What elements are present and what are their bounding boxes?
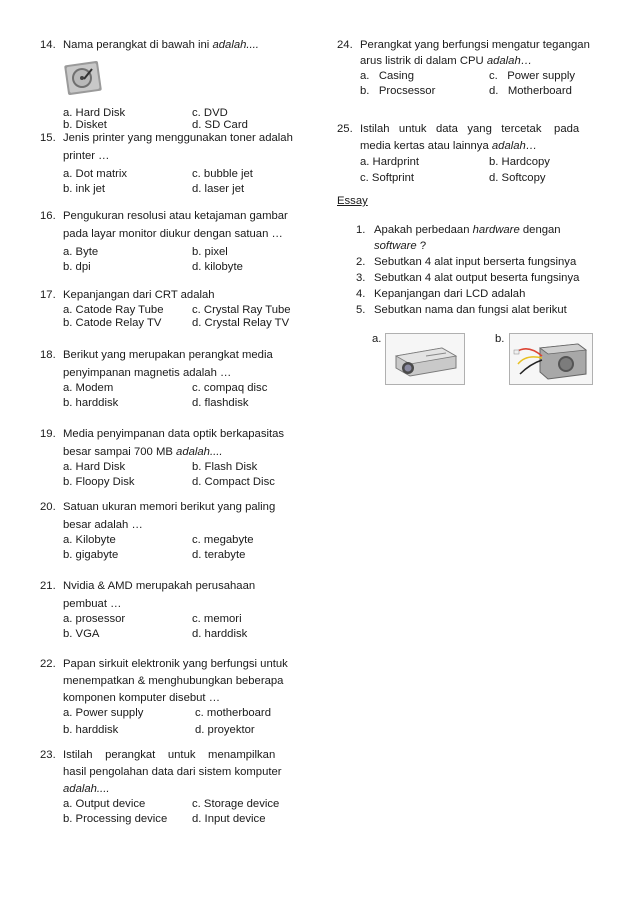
question-number: 16. — [40, 210, 56, 222]
question-text: penyimpanan magnetis adalah … — [63, 367, 232, 379]
option-c[interactable]: c. Crystal Ray Tube — [192, 304, 291, 316]
question-text: printer … — [63, 150, 110, 162]
option-c[interactable]: b. Flash Disk — [192, 461, 258, 473]
hard-disk-image — [62, 57, 104, 99]
question-text: Nama perangkat di bawah ini adalah.... — [63, 39, 259, 51]
power-supply-image — [509, 333, 593, 385]
question-text: hasil pengolahan data dari sistem komputer — [63, 766, 282, 778]
question-text: besar sampai 700 MB adalah.... — [63, 446, 223, 458]
option-a[interactable]: a. Modem — [63, 382, 114, 394]
essay-text: Apakah perbedaan hardware dengan — [374, 224, 561, 236]
option-c[interactable]: c. compaq disc — [192, 382, 268, 394]
option-b[interactable]: b. dpi — [63, 261, 91, 273]
option-c[interactable]: b. pixel — [192, 246, 228, 258]
question-24 — [337, 38, 607, 99]
option-c[interactable]: c. megabyte — [192, 534, 254, 546]
option-d[interactable]: d. Input device — [192, 813, 266, 825]
option-d[interactable]: d. kilobyte — [192, 261, 243, 273]
option-c[interactable]: b. Hardcopy — [489, 156, 550, 168]
option-c[interactable]: c. bubble jet — [192, 168, 253, 180]
question-number: 18. — [40, 349, 56, 361]
question-text: Istilah untuk data yang tercetak pada — [360, 123, 580, 135]
question-16 — [40, 209, 310, 275]
question-text: pada layar monitor diukur dengan satuan … — [63, 228, 283, 240]
option-d[interactable]: d. Crystal Relay TV — [192, 317, 290, 329]
question-text: Media penyimpanan data optik berkapasitas — [63, 428, 285, 440]
question-text: menempatkan & menghubungkan beberapa — [63, 675, 284, 687]
option-a[interactable]: a. Power supply — [63, 707, 144, 719]
question-20 — [40, 500, 310, 563]
question-number: 21. — [40, 580, 56, 592]
option-a[interactable]: a. Byte — [63, 246, 99, 258]
question-text: pembuat … — [63, 598, 122, 610]
question-number: 19. — [40, 428, 56, 440]
question-text: Nvidia & AMD merupakah perusahaan — [63, 580, 256, 592]
question-21 — [40, 579, 310, 642]
question-14-options — [40, 106, 310, 130]
option-c[interactable]: c. Power supply — [489, 70, 576, 82]
essay-label-b: b. — [495, 333, 505, 345]
question-number: 20. — [40, 501, 56, 513]
essay-number: 5. — [356, 304, 366, 316]
option-d[interactable]: d. proyektor — [195, 724, 255, 736]
option-b[interactable]: b. Processing device — [63, 813, 168, 825]
question-text: arus listrik di dalam CPU adalah… — [360, 55, 533, 67]
option-b[interactable]: b. Floopy Disk — [63, 476, 135, 488]
option-c[interactable]: c. DVD — [192, 107, 228, 119]
question-22 — [40, 657, 310, 738]
question-19 — [40, 427, 310, 490]
option-b[interactable]: b. VGA — [63, 628, 100, 640]
question-14 — [40, 38, 310, 53]
question-number: 15. — [40, 132, 56, 144]
question-text: Berikut yang merupakan perangkat media — [63, 349, 273, 361]
option-a[interactable]: a. Dot matrix — [63, 168, 128, 180]
option-d[interactable]: d. Compact Disc — [192, 476, 275, 488]
essay-number: 2. — [356, 256, 366, 268]
option-b[interactable]: b. gigabyte — [63, 549, 119, 561]
option-b[interactable]: b. harddisk — [63, 724, 119, 736]
essay-text: software ? — [374, 240, 427, 252]
option-b[interactable]: b. Procsessor — [360, 85, 436, 97]
option-a[interactable]: a. Hard Disk — [63, 107, 126, 119]
essay-text: Sebutkan nama dan fungsi alat berikut — [374, 304, 567, 316]
option-b[interactable]: b. Disket — [63, 119, 107, 131]
question-18 — [40, 348, 310, 411]
option-a[interactable]: a. Hard Disk — [63, 461, 126, 473]
question-number: 24. — [337, 39, 353, 51]
essay-text: Sebutkan 4 alat output beserta fungsinya — [374, 272, 580, 284]
question-15 — [40, 131, 310, 197]
question-number: 22. — [40, 658, 56, 670]
essay-heading: Essay — [337, 195, 368, 207]
option-d[interactable]: d. flashdisk — [192, 397, 249, 409]
option-a[interactable]: a. Casing — [360, 70, 415, 82]
question-25 — [337, 122, 607, 186]
essay-number: 3. — [356, 272, 366, 284]
option-d[interactable]: d. SD Card — [192, 119, 248, 131]
option-c[interactable]: c. motherboard — [195, 707, 271, 719]
essay-label-a: a. — [372, 333, 382, 345]
question-text: komponen komputer disebut … — [63, 692, 220, 704]
question-text: adalah.... — [63, 783, 110, 795]
option-d[interactable]: d. harddisk — [192, 628, 248, 640]
question-text: Kepanjangan dari CRT adalah — [63, 289, 215, 301]
question-text: Papan sirkuit elektronik yang berfungsi untuk — [63, 658, 288, 670]
question-text: Satuan ukuran memori berikut yang paling — [63, 501, 276, 513]
question-text: media kertas atau lainnya adalah… — [360, 140, 538, 152]
option-c[interactable]: c. Storage device — [192, 798, 280, 810]
question-17 — [40, 288, 310, 329]
question-text: Pengukuran resolusi atau ketajaman gambar — [63, 210, 288, 222]
option-c[interactable]: c. memori — [192, 613, 242, 625]
question-number: 17. — [40, 289, 56, 301]
option-d[interactable]: d. terabyte — [192, 549, 246, 561]
question-number: 25. — [337, 123, 353, 135]
option-a[interactable]: a. Catode Ray Tube — [63, 304, 164, 316]
essay-text: Kepanjangan dari LCD adalah — [374, 288, 526, 300]
option-d[interactable]: d. Motherboard — [489, 85, 572, 97]
question-text: Perangkat yang berfungsi mengatur tegangan — [360, 39, 590, 51]
essay-text: Sebutkan 4 alat input berserta fungsinya — [374, 256, 577, 268]
question-text: Istilah perangkat untuk menampilkan — [63, 749, 276, 761]
option-a[interactable]: a. Hardprint — [360, 156, 420, 168]
option-b[interactable]: b. harddisk — [63, 397, 119, 409]
option-b[interactable]: b. ink jet — [63, 183, 106, 195]
essay-number: 4. — [356, 288, 366, 300]
question-number: 23. — [40, 749, 56, 761]
projector-image — [385, 333, 465, 385]
option-a[interactable]: a. prosessor — [63, 613, 126, 625]
option-a[interactable]: a. Output device — [63, 798, 146, 810]
question-23 — [40, 748, 310, 827]
option-b[interactable]: c. Softprint — [360, 172, 414, 184]
option-d[interactable]: d. laser jet — [192, 183, 245, 195]
question-number: 14. — [40, 39, 56, 51]
question-text: Jenis printer yang menggunakan toner adalah — [63, 132, 293, 144]
option-a[interactable]: a. Kilobyte — [63, 534, 116, 546]
essay-number: 1. — [356, 224, 366, 236]
question-text: besar adalah … — [63, 519, 143, 531]
option-d[interactable]: d. Softcopy — [489, 172, 546, 184]
option-b[interactable]: b. Catode Relay TV — [63, 317, 162, 329]
